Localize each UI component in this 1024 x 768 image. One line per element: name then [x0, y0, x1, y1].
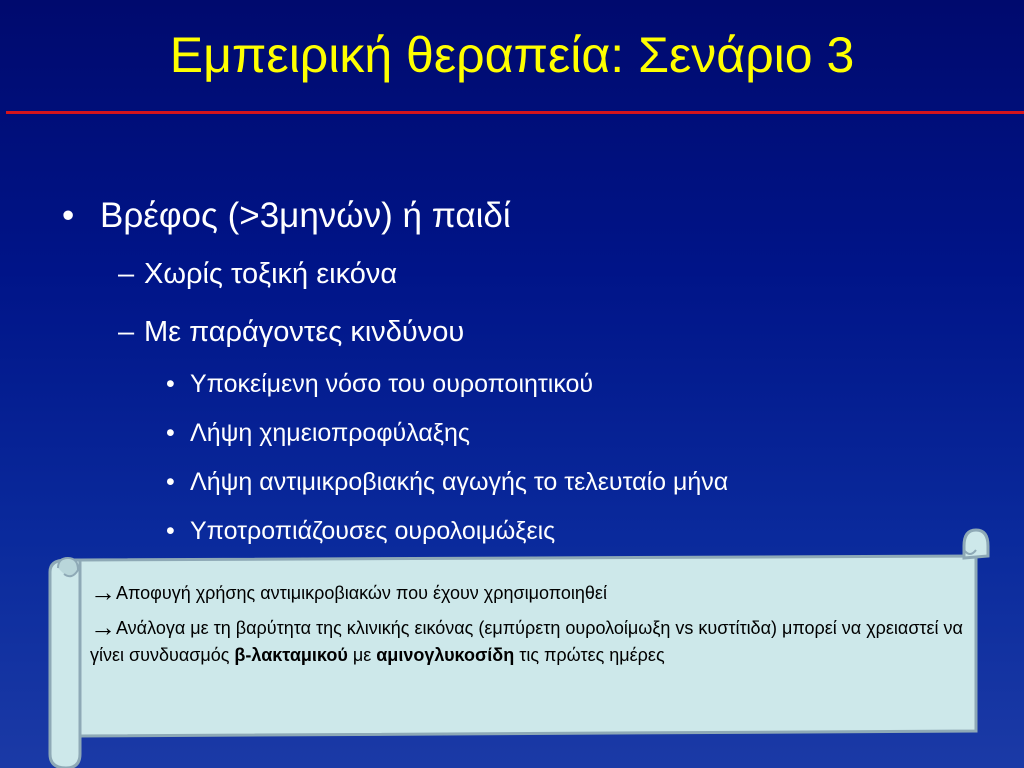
dash-icon: – [118, 258, 135, 290]
note-text: τις πρώτες ημέρες [514, 645, 665, 665]
bullet-text: Χωρίς τοξική εικόνα [144, 258, 398, 290]
note-bold-text: β-λακταμικού [234, 645, 348, 665]
bullet-level1 [62, 196, 511, 236]
note-bold-text: αμινογλυκοσίδη [376, 645, 515, 665]
bullet-icon: • [166, 468, 175, 496]
bullet-text: Λήψη αντιμικροβιακής αγωγής το τελευταίο μήνα [190, 468, 729, 496]
note-text: Αποφυγή χρήσης αντιμικροβιακών που έχουν χρησιμοποιηθεί [116, 583, 607, 603]
bullet-icon: • [166, 370, 175, 398]
bullet-text: Με παράγοντες κινδύνου [144, 316, 465, 348]
note-text: Ανάλογα με τη βαρύτητα της κλινικής εικόνας (εμπύρετη ουρολοίμωξη vs κυστίτιδα) μπορεί να χρειαστεί να γίνει συνδυασμός [90, 618, 963, 665]
bullet-level2-item [118, 258, 397, 291]
bullet-text: Υποτροπιάζουσες ουρολοιμώξεις [190, 517, 556, 545]
scroll-text [90, 577, 970, 677]
arrow-icon: → [90, 612, 116, 642]
bullet-level2-item [118, 316, 464, 349]
note-line [90, 612, 970, 669]
note-text: με [347, 645, 377, 665]
bullet-text: Υποκείμενη νόσο του ουροποιητικού [190, 370, 594, 398]
note-line [90, 577, 970, 607]
bullet-level3-item [166, 370, 593, 399]
bullet-level3-item [166, 468, 728, 497]
bullet-icon: • [62, 196, 75, 235]
slide-title: Εμπειρική θεραπεία: Σενάριο 3 [169, 27, 855, 83]
bullet-icon: • [166, 419, 175, 447]
bullet-text: Βρέφος (>3μηνών) ή παιδί [100, 196, 511, 235]
arrow-icon: → [90, 577, 116, 607]
dash-icon: – [118, 316, 135, 348]
bullet-text: Λήψη χημειοπροφύλαξης [190, 419, 470, 447]
bullet-level3-item [166, 419, 470, 448]
title-divider [6, 111, 1024, 114]
bullet-icon: • [166, 517, 175, 545]
